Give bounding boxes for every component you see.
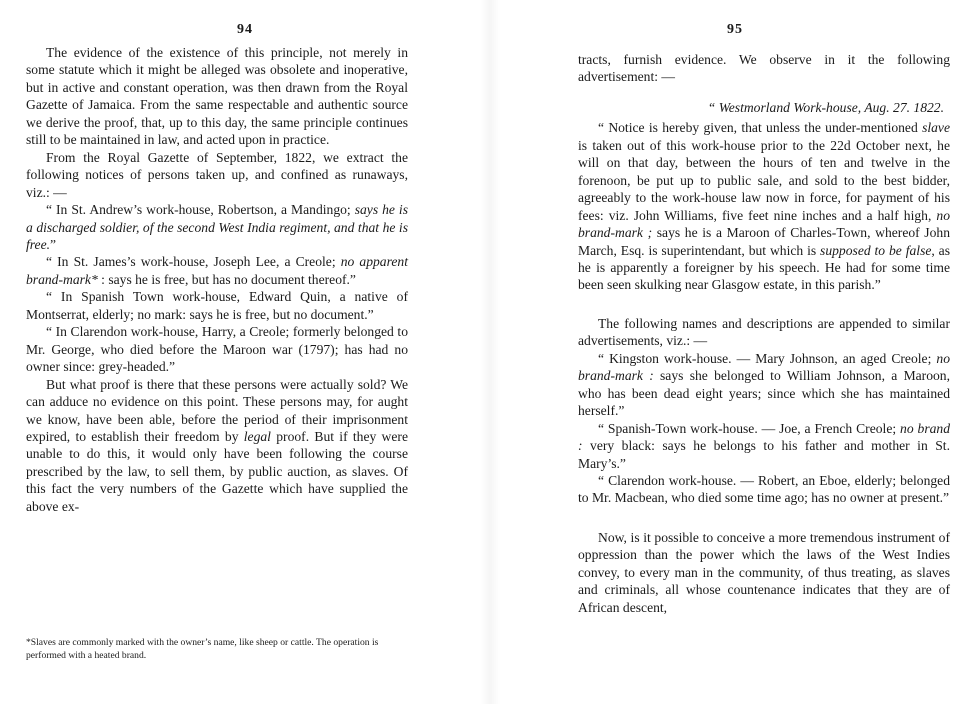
paragraph: The evidence of the existence of this principle, not merely in some statute which it might be alleged was obsolete and inoperative, but in active and constant operation, was then drawn from the Royal Gazette of Jamaica. From the same respectable and authentic source we derive the proof, that, up to this day, the same principle continues still to be maintained in law, and acted upon in practice. (26, 45, 408, 148)
paragraph: tracts, furnish evidence. We observe in it the following advertisement: — (578, 52, 950, 85)
quoted-notice (578, 350, 950, 420)
notice-italic: says he is a discharged soldier, of the second West India regiment, and that he is free. (26, 202, 408, 252)
notice-text: “ Kingston work-house. — Mary Johnson, an aged Creole; (598, 350, 937, 366)
spacer (578, 507, 950, 529)
notice-text: “ In St. James’s work-house, Joseph Lee, a Creole; (46, 254, 341, 270)
footnote: *Slaves are commonly marked with the owner’s name, like sheep or cattle. The operation is performed with a heated brand. (26, 637, 379, 661)
advertisement-body (578, 119, 950, 294)
advert-italic: slave (922, 120, 950, 136)
quoted-notice: “ In Clarendon work-house, Harry, a Creole; formerly belonged to Mr. George, who died before the Maroon war (1797); has had no owner since: grey-headed.” (26, 324, 408, 375)
paragraph: The following names and descriptions are appended to similar advertisements, viz.: — (578, 315, 950, 349)
heading-italic: “ Westmorland Work-house, Aug. 27. 1822. (707, 99, 944, 115)
advert-text: is taken out of this work-house prior to the 22d October next, he will on that day, between the hours of ten and twelve in the forenoon, be put up to public sale, and sold to the best bidder, agreeably to the work-house law now in force, for payment of his fees: viz. John Williams, five feet nine inches and a half high, (578, 137, 950, 223)
page-number: 94 (237, 22, 253, 37)
advert-italic: no brand-mark ; (578, 207, 950, 241)
quoted-notice (26, 253, 408, 288)
notice-rest: : says he is free, but has no document thereof.” (97, 271, 356, 287)
quoted-notice: “ In Spanish Town work-house, Edward Quin, a native of Montserrat, elderly; no mark: says he is free, but no document.” (26, 289, 408, 322)
notice-text: “ Spanish-Town work-house. — Joe, a French Creole; (598, 420, 901, 436)
spacer (578, 294, 950, 315)
notice-italic: no brand : (578, 420, 950, 454)
paragraph (26, 376, 408, 516)
paragraph-text: But what proof is there that these persons were actually sold? We can adduce no evidence on this point. These persons may, for aught we know, have been able, before the period of their imprisonment expired, to establish their freedom by (26, 376, 408, 444)
paragraph: Now, is it possible to conceive a more tremendous instrument of oppression than the power which the laws of the West Indies convey, to every man in the community, of thus treating, as slaves and criminals, all whose countenance indicates that they are of African descent, (578, 529, 950, 615)
notice-text: very black: says he belongs to his father and mother in St. Mary’s.” (578, 438, 950, 471)
advert-text: , as he is apparently a foreigner by his speech. He had for some time been seen skulking near Glasgow estate, in this parish.” (578, 242, 951, 293)
advertisement-heading (578, 99, 950, 116)
paragraph-italic: legal (243, 428, 271, 444)
paragraph: From the Royal Gazette of September, 1822, we extract the following notices of persons taken up, and confined as runaways, viz.: — (26, 149, 408, 200)
quoted-notice (578, 420, 950, 472)
notice-italic: no apparent brand-mark* (26, 254, 408, 287)
right-text-column (578, 51, 950, 616)
page-number: 95 (727, 22, 743, 37)
notice-close: ” (50, 236, 57, 252)
notice-text: “ In St. Andrew’s work-house, Robertson, a Mandingo; (46, 202, 355, 218)
notice-italic: no brand-mark : (578, 350, 950, 384)
quoted-notice: “ Clarendon work-house. — Robert, an Eboe, elderly; belonged to Mr. Macbean, who died some time ago; has no owner at present.” (578, 472, 950, 506)
advert-text: says he is a Maroon of Charles-Town, whereof John March, Esq. is superintendant, but which is (578, 225, 950, 258)
advert-text: “ Notice is hereby given, that unless the under-mentioned (598, 120, 923, 136)
right-page (490, 0, 980, 704)
paragraph-text: proof. But if they were unable to do this, it would only have been following the course prescribed by the law, to sell them, by public auction, as slaves. Of this fact the very numbers of the Gazette which have supplied the above ex- (26, 428, 408, 514)
left-text-column (26, 44, 408, 515)
quoted-notice (26, 201, 408, 253)
notice-text: says she belonged to William Johnson, a Maroon, who has been dead eight years; since which she has maintained herself.” (578, 368, 951, 419)
advert-italic: supposed to be false (820, 242, 932, 258)
